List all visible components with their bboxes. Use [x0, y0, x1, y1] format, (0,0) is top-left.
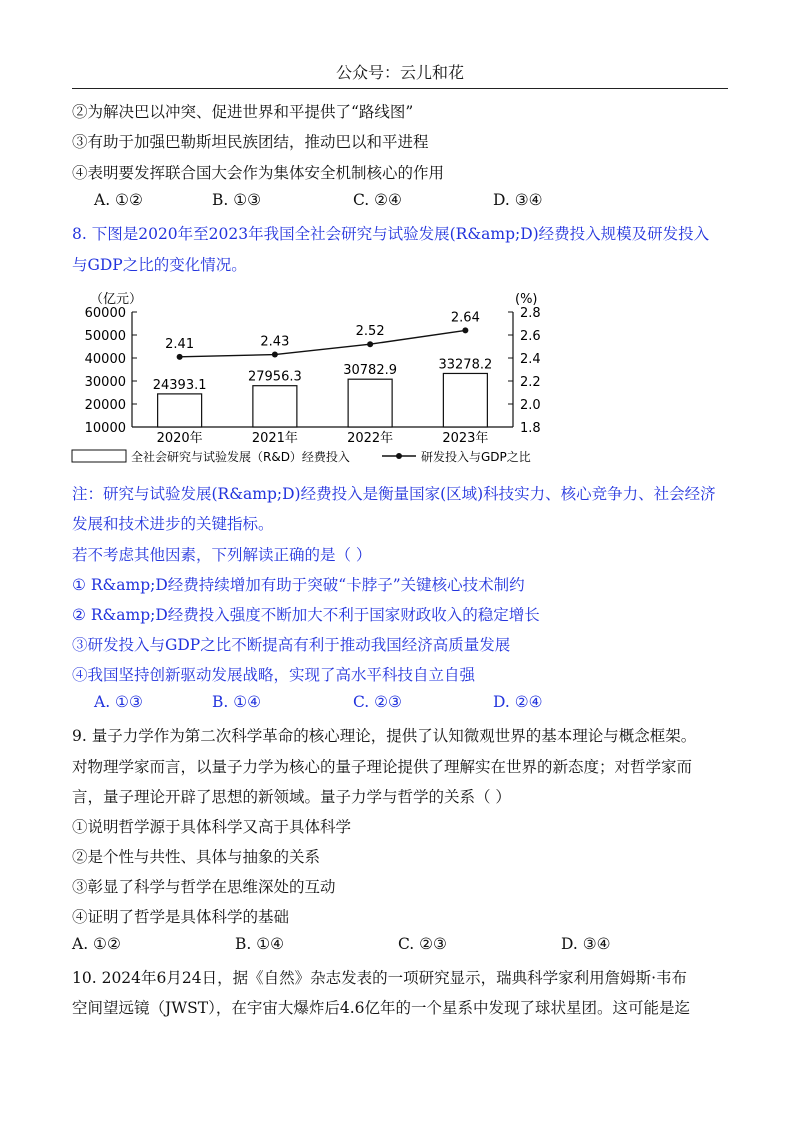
q9-option-c: C. ②③ — [398, 935, 447, 953]
q8-stem-line-2: 与GDP之比的变化情况。 — [72, 256, 247, 274]
ratio-point — [462, 327, 468, 333]
legend-bar-label: 全社会研究与试验发展（R&D）经费投入 — [131, 450, 350, 464]
category-label: 2020年 — [156, 431, 203, 446]
legend-line-marker — [396, 453, 402, 459]
right-tick-label: 2.2 — [520, 375, 541, 390]
q8-option-d: D. ②④ — [493, 693, 543, 711]
q8-option-b: B. ①④ — [212, 693, 262, 711]
q8-option-c: C. ②③ — [353, 693, 402, 711]
bar-value-label: 24393.1 — [152, 377, 207, 393]
q9-item-1: ①说明哲学源于具体科学又高于具体科学 — [72, 818, 352, 836]
q8-option-a: A. ①③ — [94, 693, 143, 711]
q9-item-3: ③彰显了科学与哲学在思维深处的互动 — [72, 878, 336, 896]
right-tick-label: 2.4 — [520, 352, 541, 367]
q9-stem-line-3: 言，量子理论开辟了思想的新领域。量子力学与哲学的关系（ ） — [72, 788, 511, 806]
q7-option-b: B. ①③ — [212, 191, 262, 209]
q9-item-4: ④证明了哲学是具体科学的基础 — [72, 908, 290, 926]
ratio-point — [367, 341, 373, 347]
right-tick-label: 2.8 — [520, 306, 541, 321]
left-axis-unit: （亿元） — [90, 292, 143, 307]
category-label: 2022年 — [347, 431, 394, 446]
bar-value-label: 33278.2 — [438, 357, 493, 373]
legend-line-label: 研发投入与GDP之比 — [421, 450, 531, 464]
right-tick-label: 2.6 — [520, 329, 541, 344]
q7-option-c: C. ②④ — [353, 191, 402, 209]
q7-item-2: ②为解决巴以冲突、促进世界和平提供了“路线图” — [72, 103, 414, 121]
left-tick-label: 30000 — [84, 375, 126, 390]
right-axis-unit: (%) — [515, 292, 538, 307]
bar-value-label: 27956.3 — [247, 369, 302, 385]
right-tick-label: 1.8 — [520, 421, 541, 436]
q7-item-4: ④表明要发挥联合国大会作为集体安全机制核心的作用 — [72, 164, 445, 182]
q8-note-line-2: 发展和技术进步的关键指标。 — [72, 515, 274, 533]
q9-option-b: B. ①④ — [235, 935, 285, 953]
left-tick-label: 40000 — [84, 352, 126, 367]
q10-stem-line-1: 10. 2024年6月24日，据《自然》杂志发表的一项研究显示，瑞典科学家利用詹姆斯·韦布 — [72, 969, 688, 987]
q9-option-a: A. ①② — [72, 935, 121, 953]
q8-question: 若不考虑其他因素，下列解读正确的是（ ） — [72, 546, 372, 564]
q7-option-d: D. ③④ — [493, 191, 543, 209]
q8-stem-line-1: 8. 下图是2020年至2023年我国全社会研究与试验发展(R&amp;D)经费投入规模及研发投入 — [72, 225, 710, 243]
ratio-value-label: 2.52 — [355, 324, 385, 340]
bar — [158, 394, 202, 427]
q9-option-d: D. ③④ — [561, 935, 611, 953]
q10-stem-line-2: 空间望远镜（JWST），在宇宙大爆炸后4.6亿年的一个星系中发现了球状星团。这可能是迄 — [72, 999, 691, 1017]
ratio-point — [272, 352, 278, 358]
q7-option-a: A. ①② — [94, 191, 143, 209]
q8-item-2: ② R&amp;D经费投入强度不断加大不利于国家财政收入的稳定增长 — [72, 606, 540, 624]
left-tick-label: 20000 — [84, 398, 126, 413]
legend-bar-swatch — [72, 450, 126, 462]
left-tick-label: 60000 — [84, 306, 126, 321]
right-tick-label: 2.0 — [520, 398, 541, 413]
q9-stem-line-1: 9. 量子力学作为第二次科学革命的核心理论，提供了认知微观世界的基本理论与概念框架。 — [72, 727, 697, 745]
ratio-point — [177, 354, 183, 360]
ratio-line — [180, 330, 466, 356]
q8-item-4: ④我国坚持创新驱动发展战略，实现了高水平科技自立自强 — [72, 666, 476, 684]
q9-stem-line-2: 对物理学家而言，以量子力学为核心的量子理论提供了理解实在世界的新态度；对哲学家而 — [72, 758, 693, 776]
ratio-value-label: 2.64 — [450, 310, 480, 326]
ratio-value-label: 2.43 — [260, 334, 290, 350]
category-label: 2021年 — [251, 431, 298, 446]
q8-item-1: ① R&amp;D经费持续增加有助于突破“卡脖子”关键核心技术制约 — [72, 576, 525, 594]
ratio-value-label: 2.41 — [165, 336, 195, 352]
bar — [348, 379, 392, 427]
q8-item-3: ③研发投入与GDP之比不断提高有利于推动我国经济高质量发展 — [72, 636, 511, 654]
left-tick-label: 10000 — [84, 421, 126, 436]
bar — [253, 386, 297, 427]
bar — [443, 373, 487, 427]
left-tick-label: 50000 — [84, 329, 126, 344]
category-label: 2023年 — [442, 431, 489, 446]
q7-item-3: ③有助于加强巴勒斯坦民族团结，推动巴以和平进程 — [72, 133, 429, 151]
bar-value-label: 30782.9 — [343, 363, 398, 379]
q8-note-line-1: 注：研究与试验发展(R&amp;D)经费投入是衡量国家(区域)科技实力、核心竞争力、社会经济 — [72, 485, 716, 503]
rd-chart — [70, 282, 550, 472]
q9-item-2: ②是个性与共性、具体与抽象的关系 — [72, 848, 321, 866]
page-header: 公众号：云儿和花 — [72, 58, 728, 89]
